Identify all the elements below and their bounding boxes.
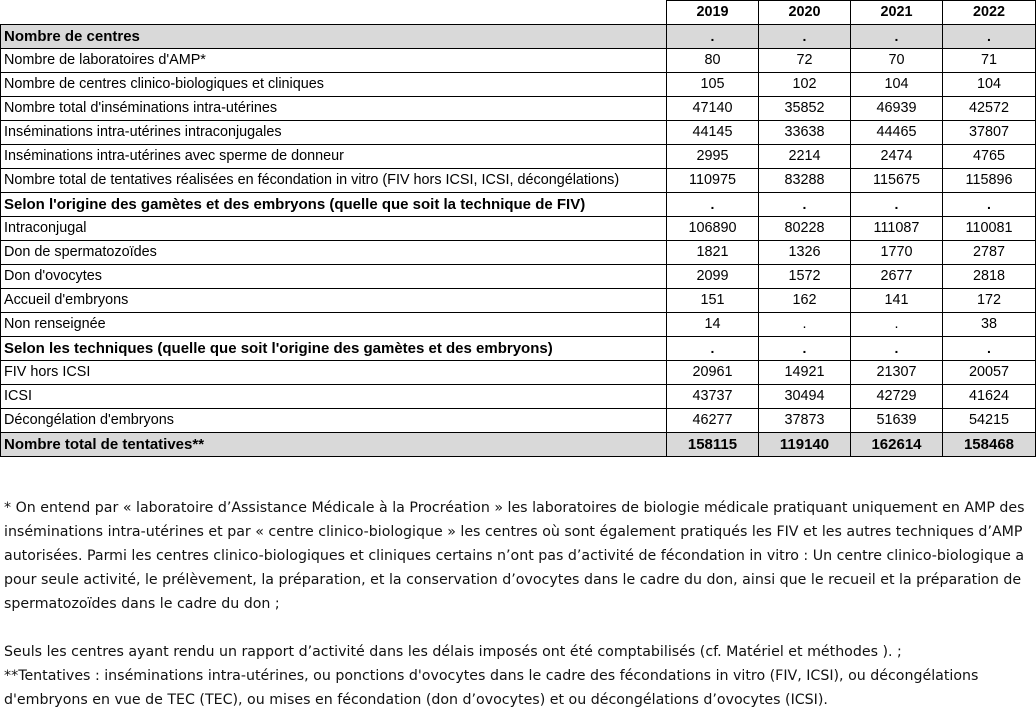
value-cell-2020: . [759, 337, 851, 361]
value-cell-2022: 2818 [943, 265, 1036, 289]
value-cell-2021: 2474 [851, 145, 943, 169]
value-cell-2019: 44145 [667, 121, 759, 145]
value-cell-2020: 102 [759, 73, 851, 97]
value-cell-2022: 172 [943, 289, 1036, 313]
row-label: Selon l'origine des gamètes et des embryons (quelle que soit la technique de FIV) [1, 193, 667, 217]
value-cell-2019: . [667, 193, 759, 217]
footnote-attempts: **Tentatives : inséminations intra-utérines, ou ponctions d'ovocytes dans le cadre des fécondations in vitro (FIV, ICSI), ou décongélations d'embryons en vue de TEC (TEC), ou mises en fécondation (don d’ovocytes) et ou décongélations d’ovocytes (ICSI). [4, 668, 979, 708]
value-cell-2019: 46277 [667, 409, 759, 433]
value-cell-2020: 33638 [759, 121, 851, 145]
row-label: FIV hors ICSI [1, 361, 667, 385]
value-cell-2019: 110975 [667, 169, 759, 193]
value-cell-2019: 43737 [667, 385, 759, 409]
value-cell-2019: 106890 [667, 217, 759, 241]
value-cell-2019: 47140 [667, 97, 759, 121]
row-label: Accueil d'embryons [1, 289, 667, 313]
footnote-reporting: Seuls les centres ayant rendu un rapport d’activité dans les délais imposés ont été comptabilisés (cf. Matériel et méthodes ). ; [4, 644, 902, 660]
value-cell-2022: 41624 [943, 385, 1036, 409]
value-cell-2021: 1770 [851, 241, 943, 265]
value-cell-2022: 115896 [943, 169, 1036, 193]
table-row [1, 97, 1036, 121]
value-cell-2019: 14 [667, 313, 759, 337]
header-corner-cell [1, 1, 667, 25]
value-cell-2022: . [943, 337, 1036, 361]
row-label: Nombre de centres [1, 25, 667, 49]
row-label: Don de spermatozoïdes [1, 241, 667, 265]
value-cell-2021: 2677 [851, 265, 943, 289]
row-label: ICSI [1, 385, 667, 409]
row-label: Selon les techniques (quelle que soit l'origine des gamètes et des embryons) [1, 337, 667, 361]
row-label: Nombre de centres clinico-biologiques et cliniques [1, 73, 667, 97]
table-row [1, 313, 1036, 337]
value-cell-2022: 2787 [943, 241, 1036, 265]
table-body [1, 25, 1036, 457]
row-label: Inséminations intra-utérines avec sperme de donneur [1, 145, 667, 169]
value-cell-2019: 2995 [667, 145, 759, 169]
table-row [1, 289, 1036, 313]
row-label: Non renseignée [1, 313, 667, 337]
value-cell-2020: 72 [759, 49, 851, 73]
value-cell-2019: 105 [667, 73, 759, 97]
table-row [1, 241, 1036, 265]
value-cell-2022: 158468 [943, 433, 1036, 457]
row-label: Nombre de laboratoires d'AMP* [1, 49, 667, 73]
value-cell-2021: . [851, 25, 943, 49]
row-label: Don d'ovocytes [1, 265, 667, 289]
row-label: Nombre total de tentatives** [1, 433, 667, 457]
value-cell-2020: . [759, 313, 851, 337]
value-cell-2021: 162614 [851, 433, 943, 457]
value-cell-2020: 83288 [759, 169, 851, 193]
value-cell-2021: 104 [851, 73, 943, 97]
value-cell-2022: 4765 [943, 145, 1036, 169]
value-cell-2021: . [851, 313, 943, 337]
subsection-row [1, 337, 1036, 361]
value-cell-2021: 51639 [851, 409, 943, 433]
subsection-row [1, 193, 1036, 217]
table-row [1, 145, 1036, 169]
year-header-2019: 2019 [667, 1, 759, 25]
value-cell-2021: . [851, 337, 943, 361]
year-header-2022: 2022 [943, 1, 1036, 25]
value-cell-2021: 115675 [851, 169, 943, 193]
value-cell-2022: 54215 [943, 409, 1036, 433]
table-row [1, 49, 1036, 73]
value-cell-2021: 46939 [851, 97, 943, 121]
value-cell-2021: 21307 [851, 361, 943, 385]
value-cell-2021: 42729 [851, 385, 943, 409]
value-cell-2019: 80 [667, 49, 759, 73]
value-cell-2022: 110081 [943, 217, 1036, 241]
value-cell-2022: 38 [943, 313, 1036, 337]
table-row [1, 265, 1036, 289]
year-header-2020: 2020 [759, 1, 851, 25]
value-cell-2020: 80228 [759, 217, 851, 241]
value-cell-2021: 111087 [851, 217, 943, 241]
value-cell-2020: 162 [759, 289, 851, 313]
footnotes [4, 496, 1034, 712]
value-cell-2022: . [943, 25, 1036, 49]
table-row [1, 361, 1036, 385]
value-cell-2019: 158115 [667, 433, 759, 457]
value-cell-2019: 2099 [667, 265, 759, 289]
value-cell-2022: 71 [943, 49, 1036, 73]
value-cell-2020: 35852 [759, 97, 851, 121]
value-cell-2021: . [851, 193, 943, 217]
value-cell-2019: . [667, 337, 759, 361]
value-cell-2021: 141 [851, 289, 943, 313]
value-cell-2021: 44465 [851, 121, 943, 145]
year-header-row [1, 1, 1036, 25]
value-cell-2020: 37873 [759, 409, 851, 433]
value-cell-2021: 70 [851, 49, 943, 73]
table-row [1, 385, 1036, 409]
table-row [1, 169, 1036, 193]
value-cell-2020: 1572 [759, 265, 851, 289]
row-label: Nombre total de tentatives réalisées en fécondation in vitro (FIV hors ICSI, ICSI, décongélations) [1, 169, 667, 193]
value-cell-2019: 20961 [667, 361, 759, 385]
row-label: Décongélation d'embryons [1, 409, 667, 433]
value-cell-2022: 20057 [943, 361, 1036, 385]
value-cell-2020: . [759, 25, 851, 49]
value-cell-2020: 1326 [759, 241, 851, 265]
table-row [1, 121, 1036, 145]
value-cell-2019: 151 [667, 289, 759, 313]
value-cell-2022: 104 [943, 73, 1036, 97]
section-row [1, 25, 1036, 49]
value-cell-2020: . [759, 193, 851, 217]
row-label: Intraconjugal [1, 217, 667, 241]
value-cell-2019: . [667, 25, 759, 49]
table-row [1, 73, 1036, 97]
value-cell-2020: 2214 [759, 145, 851, 169]
total-row [1, 433, 1036, 457]
value-cell-2020: 14921 [759, 361, 851, 385]
row-label: Nombre total d'inséminations intra-utérines [1, 97, 667, 121]
footnote-definitions: * On entend par « laboratoire d’Assistance Médicale à la Procréation » les laboratoires de biologie médicale pratiquant uniquement en AMP des inséminations intra-utérines et par « centre clinico-biologique » les centres où sont également pratiqués les FIV et les autres techniques d’AMP autorisées. Parmi les centres clinico-biologiques et cliniques certains n’ont pas d’activité de fécondation in vitro : Un centre clinico-biologique a pour seule activité, le prélèvement, la préparation, et la conservation d’ovocytes dans le cadre du don, ainsi que le recueil et la préparation de spermatozoïdes dans le cadre du don ; [4, 500, 1025, 612]
table-row [1, 409, 1036, 433]
value-cell-2020: 30494 [759, 385, 851, 409]
value-cell-2022: 42572 [943, 97, 1036, 121]
value-cell-2022: . [943, 193, 1036, 217]
year-header-2021: 2021 [851, 1, 943, 25]
table-row [1, 217, 1036, 241]
value-cell-2019: 1821 [667, 241, 759, 265]
value-cell-2022: 37807 [943, 121, 1036, 145]
value-cell-2020: 119140 [759, 433, 851, 457]
row-label: Inséminations intra-utérines intraconjugales [1, 121, 667, 145]
